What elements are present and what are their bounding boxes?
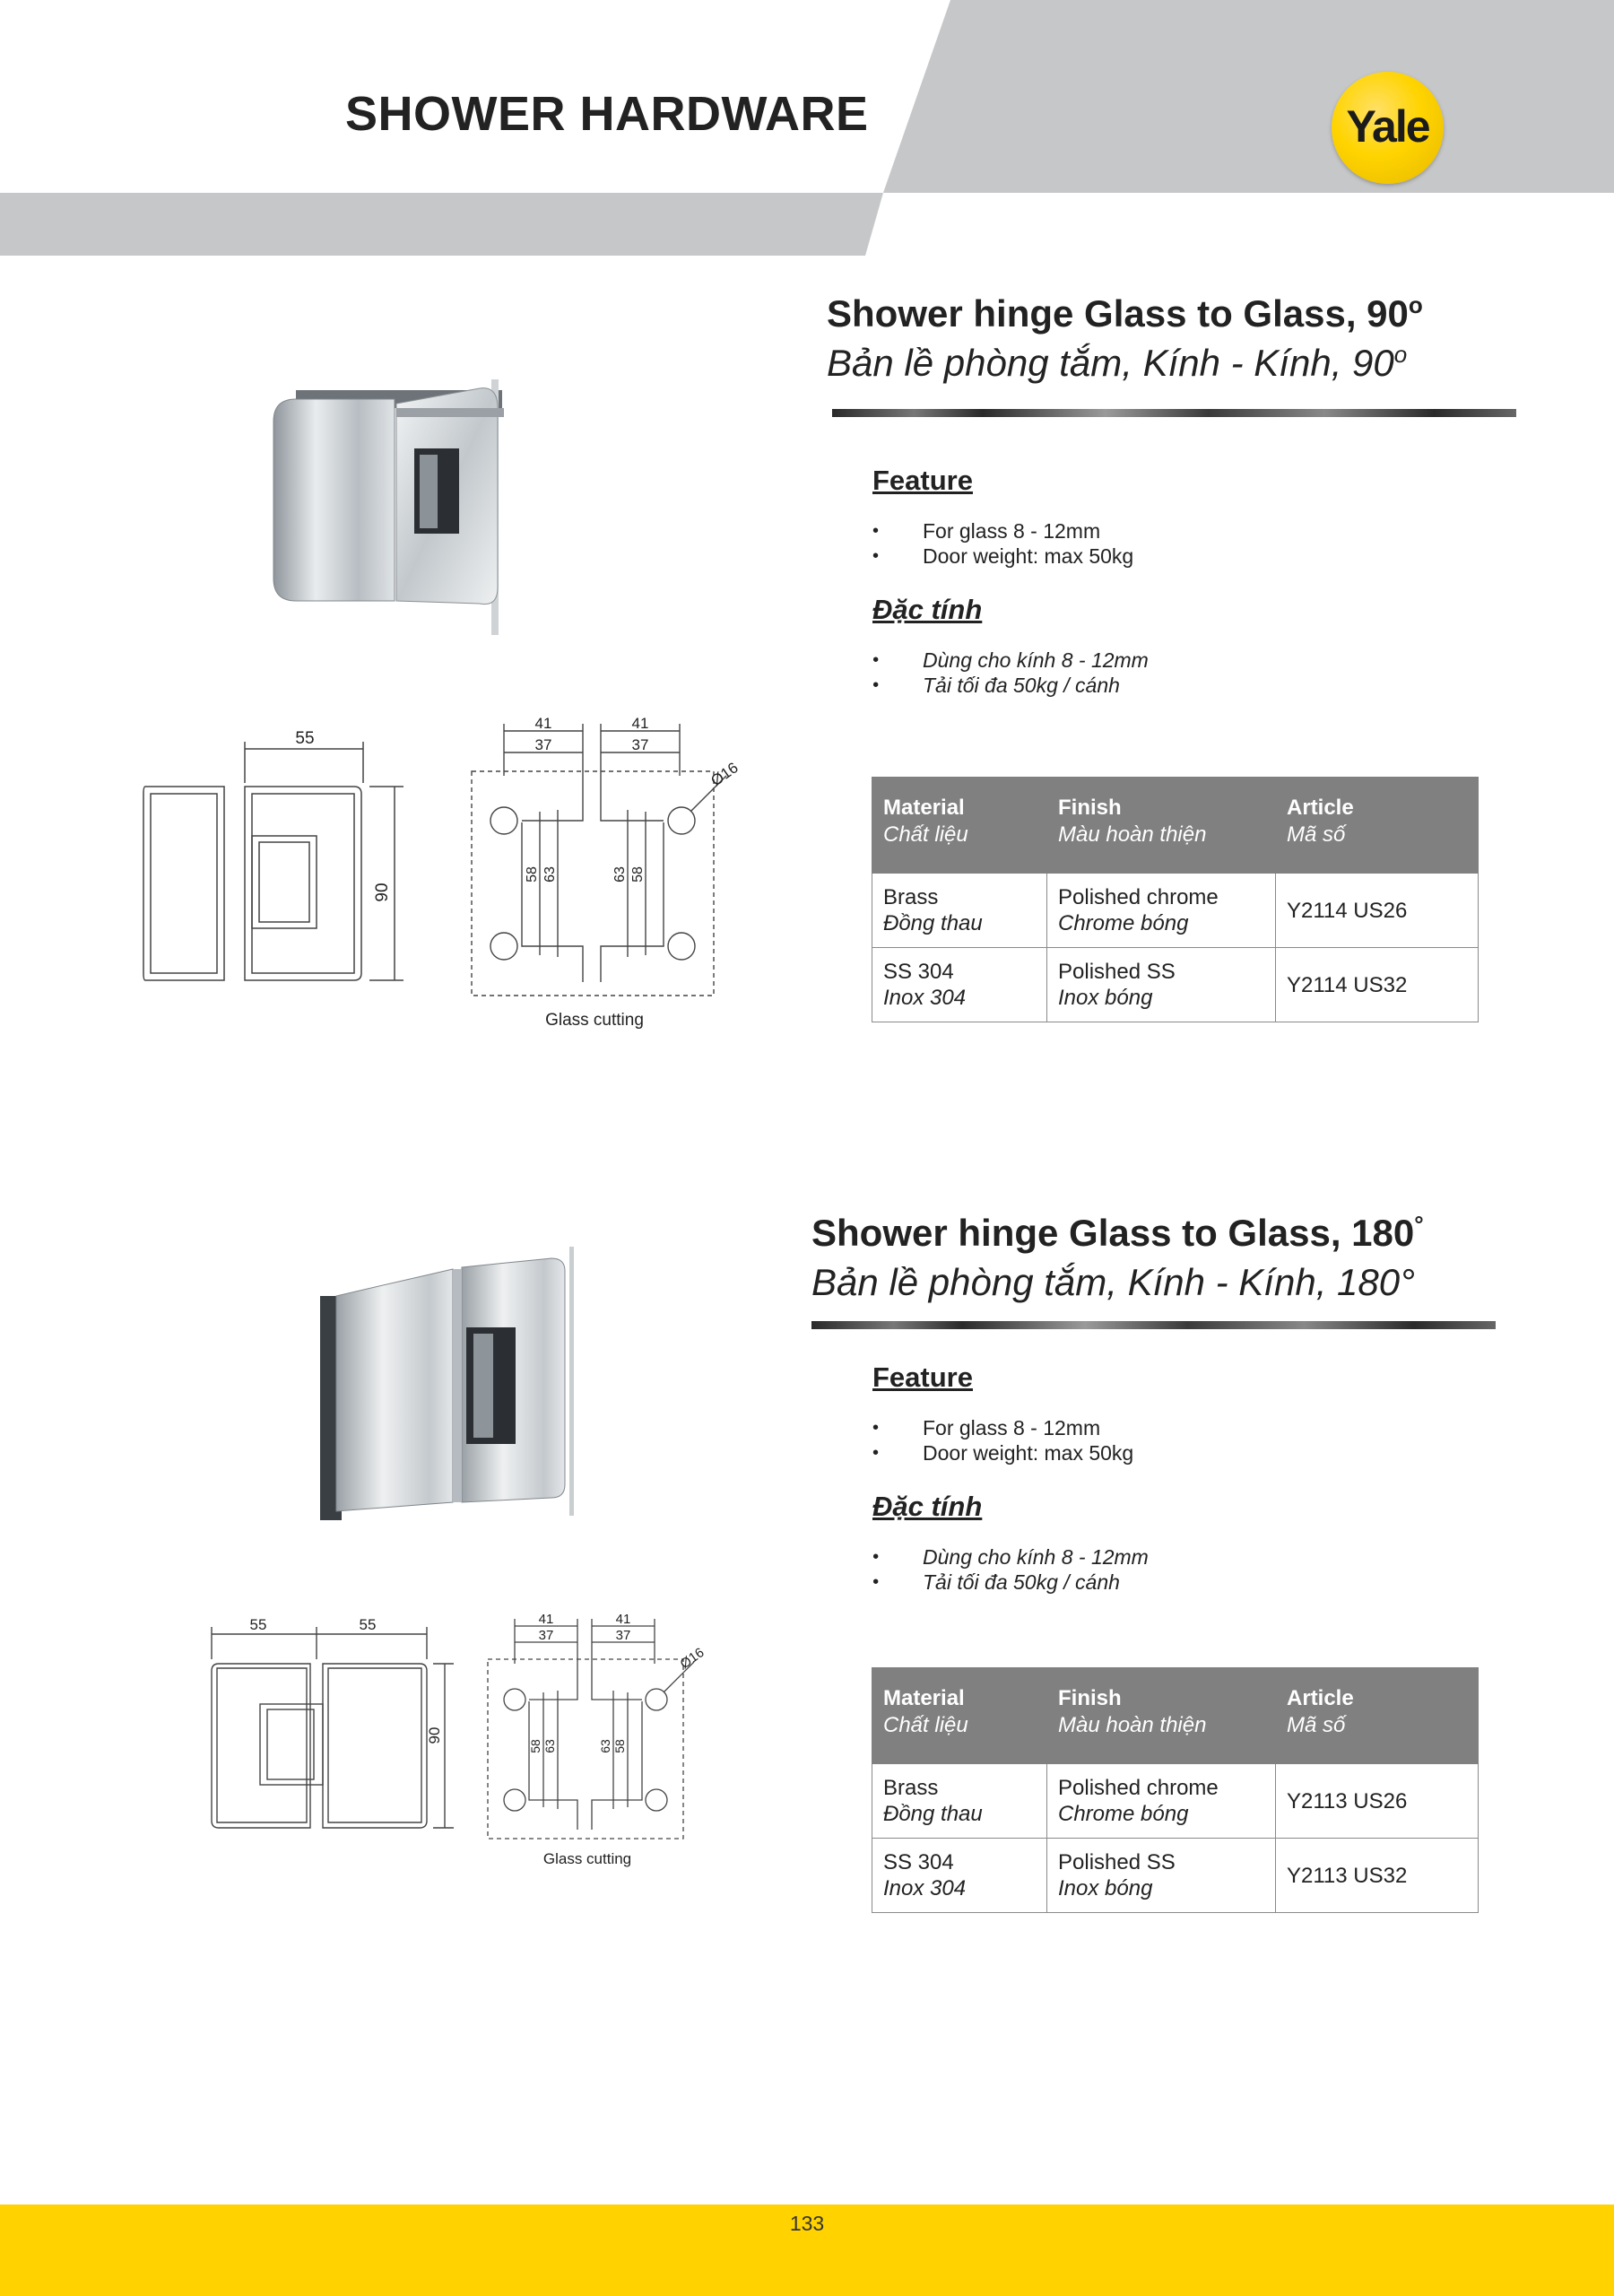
table-row <box>872 874 1479 948</box>
list-item: • For glass 8 - 12mm <box>872 518 1133 544</box>
dim-label: 55 <box>295 731 315 748</box>
feature-list <box>872 1415 1133 1465</box>
svg-text:37: 37 <box>615 1628 631 1643</box>
feature-list-vi <box>872 1544 1149 1595</box>
table-header-cell: Article Mã số <box>1276 1668 1479 1764</box>
table-cell: SS 304 Inox 304 <box>872 1839 1047 1913</box>
svg-text:41: 41 <box>615 1612 631 1627</box>
svg-text:55: 55 <box>359 1616 377 1633</box>
table-header-cell: Material Chất liệu <box>872 778 1047 874</box>
yale-logo-text: Yale <box>1346 100 1429 152</box>
list-item: • Tải tối đa 50kg / cánh <box>872 673 1149 698</box>
page-title: SHOWER HARDWARE <box>345 87 869 141</box>
header-gray-strip <box>0 193 883 256</box>
yale-logo <box>1332 72 1444 184</box>
feature-heading-vi: Đặc tính <box>872 594 983 625</box>
table-cell: Polished chrome Chrome bóng <box>1047 1764 1276 1839</box>
table-header-row <box>872 1668 1479 1764</box>
table-header-cell: Material Chất liệu <box>872 1668 1047 1764</box>
table-header-cell: Finish Màu hoàn thiện <box>1047 1668 1276 1764</box>
svg-text:58: 58 <box>525 866 540 883</box>
table-cell: Polished chrome Chrome bóng <box>1047 874 1276 948</box>
product-subtitle: Bản lề phòng tắm, Kính - Kính, 90$^o$ <box>827 341 1408 384</box>
product-title: Shower hinge Glass to Glass, 180° <box>811 1211 1424 1254</box>
title-rule <box>832 409 1516 417</box>
table-row <box>872 948 1479 1022</box>
svg-text:41: 41 <box>534 715 552 732</box>
table-cell: Y2114 US26 <box>1276 874 1479 948</box>
drawing-caption: Glass cutting <box>545 1011 644 1030</box>
hinge-180-glass-cutting-drawing <box>482 1610 742 1879</box>
table-cell: Y2113 US26 <box>1276 1764 1479 1839</box>
spec-table <box>872 1667 1479 1913</box>
list-item: • Dùng cho kính 8 - 12mm <box>872 1544 1149 1570</box>
svg-text:63: 63 <box>542 866 558 883</box>
table-row <box>872 1764 1479 1839</box>
list-item: • Tải tối đa 50kg / cánh <box>872 1570 1149 1595</box>
dim-label: 90 <box>373 883 392 902</box>
feature-heading: Feature <box>872 1361 973 1393</box>
table-cell: Brass Đồng thau <box>872 874 1047 948</box>
table-cell: Y2113 US32 <box>1276 1839 1479 1913</box>
feature-heading-vi: Đặc tính <box>872 1491 983 1522</box>
svg-text:41: 41 <box>538 1612 554 1627</box>
svg-text:Ø16: Ø16 <box>677 1645 707 1673</box>
svg-text:37: 37 <box>534 736 552 753</box>
table-cell: Brass Đồng thau <box>872 1764 1047 1839</box>
list-item: • Dùng cho kính 8 - 12mm <box>872 648 1149 673</box>
svg-text:37: 37 <box>538 1628 554 1643</box>
svg-text:58: 58 <box>528 1739 542 1753</box>
hinge-90-glass-cutting-drawing <box>466 713 771 1036</box>
table-row <box>872 1839 1479 1913</box>
table-header-cell: Article Mã số <box>1276 778 1479 874</box>
svg-text:58: 58 <box>612 1739 627 1753</box>
svg-text:63: 63 <box>598 1739 612 1753</box>
feature-list-vi <box>872 648 1149 698</box>
svg-text:Ø16: Ø16 <box>707 759 742 790</box>
header-gray-block <box>883 0 1614 193</box>
table-cell: Polished SS Inox bóng <box>1047 1839 1276 1913</box>
list-item: • For glass 8 - 12mm <box>872 1415 1133 1440</box>
product-title: Shower hinge Glass to Glass, 90$^o$ <box>827 291 1423 335</box>
list-item: • Door weight: max 50kg <box>872 544 1133 569</box>
hinge-180-photo <box>318 1242 587 1529</box>
feature-list <box>872 518 1133 569</box>
svg-text:41: 41 <box>631 715 649 732</box>
table-cell: SS 304 Inox 304 <box>872 948 1047 1022</box>
svg-text:37: 37 <box>631 736 649 753</box>
svg-text:63: 63 <box>542 1739 557 1753</box>
svg-text:55: 55 <box>249 1616 267 1633</box>
svg-text:90: 90 <box>426 1726 443 1744</box>
table-header-row <box>872 778 1479 874</box>
hinge-90-side-drawing <box>134 731 430 991</box>
spec-table <box>872 777 1479 1022</box>
list-item: • Door weight: max 50kg <box>872 1440 1133 1465</box>
hinge-90-photo <box>260 372 547 641</box>
table-cell: Y2114 US32 <box>1276 948 1479 1022</box>
hinge-180-side-drawing <box>204 1614 464 1839</box>
svg-text:63: 63 <box>612 866 628 883</box>
product-subtitle: Bản lề phòng tắm, Kính - Kính, 180° <box>811 1261 1415 1303</box>
svg-text:58: 58 <box>630 866 646 883</box>
title-rule <box>811 1321 1496 1329</box>
table-header-cell: Finish Màu hoàn thiện <box>1047 778 1276 874</box>
drawing-caption: Glass cutting <box>542 1850 632 1867</box>
page-number: 133 <box>789 2212 825 2235</box>
table-cell: Polished SS Inox bóng <box>1047 948 1276 1022</box>
feature-heading: Feature <box>872 465 973 496</box>
